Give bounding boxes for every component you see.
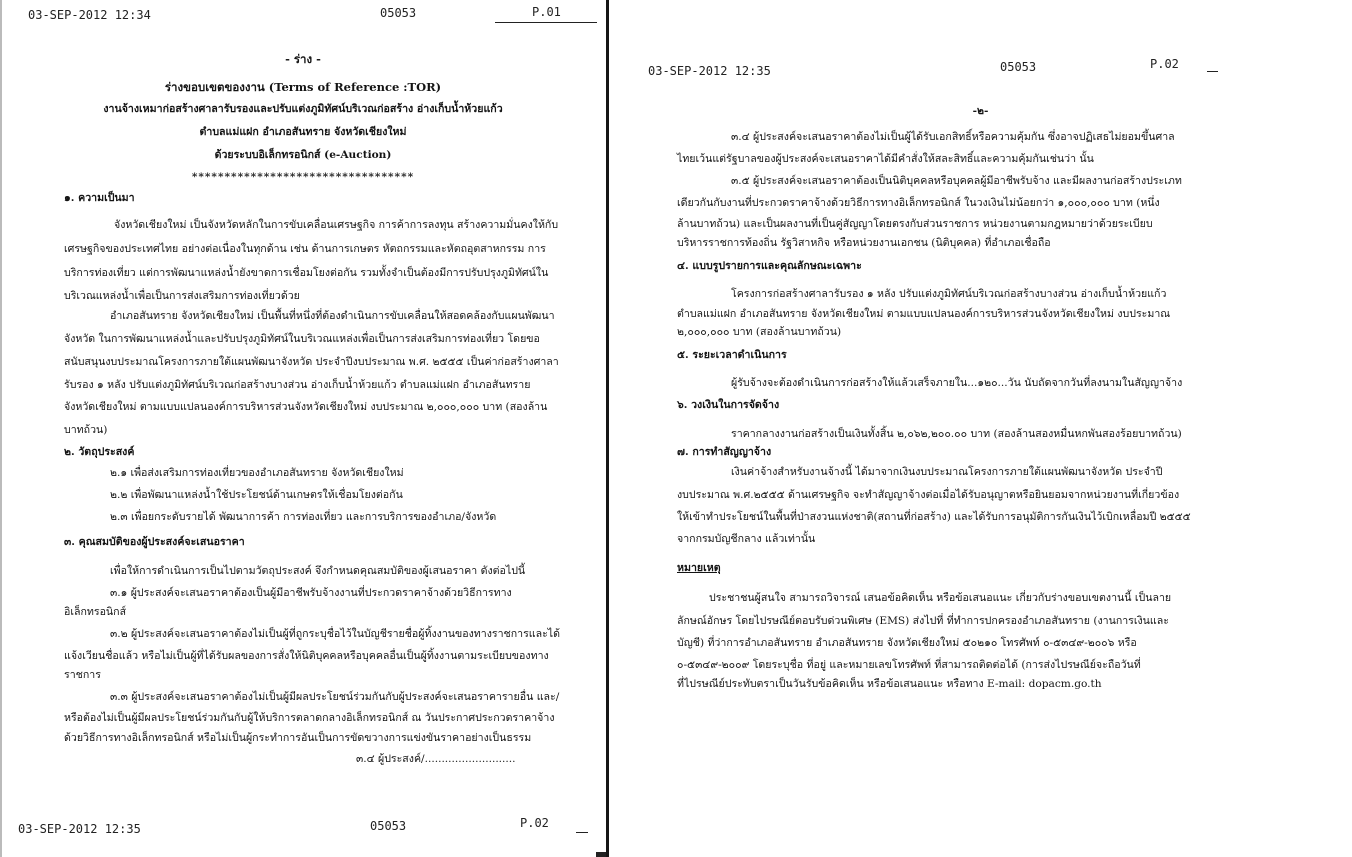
section-1-para2-line: รับรอง ๑ หลัง ปรับแต่งภูมิทัศน์บริเวณก่อสร้างบางส่วน อ่างเก็บน้ำห้วยแก้ว ตำบลแม่แฝก อำเภอสันทราย	[64, 379, 531, 391]
section-3-2-line: ราชการ	[64, 669, 101, 681]
section-3-3-line: หรือต้องไม่เป็นผู้มีผลประโยชน์ร่วมกันกับผู้ให้บริการตลาดกลางอิเล็กทรอนิกส์ ณ วันประกาศประกวดราคาจ้าง	[64, 712, 555, 724]
section-3-intro: เพื่อให้การดำเนินการเป็นไปตามวัตถุประสงค์ จึงกำหนดคุณสมบัติของผู้เสนอราคา ดังต่อไปนี้	[110, 565, 526, 577]
section-1-para2-line: อำเภอสันทราย จังหวัดเชียงใหม่ เป็นพื้นที่หนึ่งที่ต้องดำเนินการขับเคลื่อนให้สอดคล้องกับแผนพัฒนา	[110, 310, 555, 322]
section-3-1-line: ๓.๑ ผู้ประสงค์จะเสนอราคาต้องเป็นผู้มีอาชีพรับจ้างงานที่ประกวดราคาจ้างด้วยวิธีการทาง	[110, 587, 512, 599]
fax-timestamp-top-right: 03-SEP-2012 12:35	[648, 64, 771, 78]
section-7-line: เงินค่าจ้างสำหรับงานจ้างนี้ ได้มาจากเงินงบประมาณโครงการภายใต้แผนพัฒนาจังหวัด ประจำปี	[731, 466, 1163, 478]
note-line: ที่ไปรษณีย์ประทับตราเป็นวันรับข้อคิดเห็น หรือข้อเสนอแนะ หรือทาง E-mail: dopacm.go.th	[677, 678, 1102, 690]
section-4-line: โครงการก่อสร้างศาลารับรอง ๑ หลัง ปรับแต่งภูมิทัศน์บริเวณก่อสร้างบางส่วน อ่างเก็บน้ำห้วยแก้ว	[731, 288, 1167, 300]
section-1-para1-line: เศรษฐกิจของประเทศไทย อย่างต่อเนื่องในทุกด้าน เช่น ด้านการเกษตร หัตถกรรมและหัตถอุตสาหกรรม การ	[64, 243, 546, 255]
continuation-marker: ๓.๔ ผู้ประสงค์/...........................	[356, 753, 516, 765]
document-subtitle-2: ตำบลแม่แฝก อำเภอสันทราย จังหวัดเชียงใหม่	[199, 126, 407, 138]
document-title: ร่างขอบเขตของงาน (Terms of Reference :TOR)	[164, 80, 442, 94]
section-3-heading: ๓. คุณสมบัติของผู้ประสงค์จะเสนอราคา	[64, 536, 245, 548]
section-4-line: ๒,๐๐๐,๐๐๐ บาท (สองล้านบาทถ้วน)	[677, 326, 842, 338]
section-1-heading: ๑. ความเป็นมา	[64, 192, 135, 204]
fax-number-top-left: 05053	[380, 6, 417, 20]
star-separator: **********************************	[191, 171, 415, 183]
section-1-para2-line: บาทถ้วน)	[64, 424, 108, 436]
note-heading: หมายเหตุ	[677, 562, 721, 574]
section-3-1-line: อิเล็กทรอนิกส์	[64, 606, 127, 618]
section-3-3-line: ด้วยวิธีการทางอิเล็กทรอนิกส์ หรือไม่เป็นผู้กระทำการอันเป็นการขัดขวางการแข่งขันราคาอย่างเป็นธรรม	[64, 732, 532, 744]
section-1-para2-line: จังหวัดเชียงใหม่ ตามแบบแปลนองค์การบริหารส่วนจังหวัดเชียงใหม่ งบประมาณ ๒,๐๐๐,๐๐๐ บาท (สองล้าน	[64, 401, 548, 413]
section-5-body: ผู้รับจ้างจะต้องดำเนินการก่อสร้างให้แล้วเสร็จภายใน...๑๒๐...วัน นับถัดจากวันที่ลงนามในสัญญาจ้าง	[731, 377, 1183, 389]
fax-timestamp-bottom-left: 03-SEP-2012 12:35	[18, 822, 141, 836]
section-5-heading: ๕. ระยะเวลาดำเนินการ	[677, 349, 787, 361]
fax-number-bottom-left: 05053	[370, 819, 407, 833]
section-3-5-line: ๓.๕ ผู้ประสงค์จะเสนอราคาต้องเป็นนิติบุคคลหรือบุคคลผู้มีอาชีพรับจ้าง และมีผลงานก่อสร้างประเภท	[731, 175, 1182, 187]
section-2-item: ๒.๓ เพื่อยกระดับรายได้ พัฒนาการค้า การท่องเที่ยว และการบริการของอำเภอ/จังหวัด	[110, 511, 497, 523]
fax-page-top-right: P.02	[1150, 57, 1179, 71]
section-1-para1-line: จังหวัดเชียงใหม่ เป็นจังหวัดหลักในการขับเคลื่อนเศรษฐกิจ การค้าการลงทุน สร้างความมั่นคงให้กับ	[114, 219, 559, 231]
section-3-4-line: ไทยเว้นแต่รัฐบาลของผู้ประสงค์จะเสนอราคาได้มีคำสั่งให้สละสิทธิ์และความคุ้มกันเช่นว่า นั้น	[677, 153, 1094, 165]
draft-label: - ร่าง -	[285, 52, 321, 66]
section-6-body: ราคากลางงานก่อสร้างเป็นเงินทั้งสิ้น ๒,๐๖๒,๒๐๐.๐๐ บาท (สองล้านสองหมื่นหกพันสองร้อยบาทถ้วน)	[731, 428, 1182, 440]
page-number: -๒-	[972, 105, 989, 117]
section-1-para1-line: บริเวณแหล่งน้ำเพื่อเป็นการส่งเสริมการท่องเที่ยวด้วย	[64, 290, 300, 302]
fax-page-bottom-left: P.02	[520, 816, 549, 830]
section-7-line: งบประมาณ พ.ศ.๒๕๕๕ ด้านเศรษฐกิจ จะทำสัญญาจ้างต่อเมื่อได้รับอนุญาตหรือยินยอมจากหน่วยงานที่เกี่ยวข้อง	[677, 489, 1180, 501]
section-7-line: จากกรมบัญชีกลาง แล้วเท่านั้น	[677, 533, 816, 545]
section-2-heading: ๒. วัตถุประสงค์	[64, 446, 135, 458]
section-3-5-line: บริหารราชการท้องถิ่น รัฐวิสาหกิจ หรือหน่วยงานเอกชน (นิติบุคคล) ที่อำเภอเชื่อถือ	[677, 237, 1051, 249]
section-3-2-line: ๓.๒ ผู้ประสงค์จะเสนอราคาต้องไม่เป็นผู้ที่ถูกระบุชื่อไว้ในบัญชีรายชื่อผู้ทิ้งงานของทางราชการและได้	[110, 628, 560, 640]
section-1-para2-line: สนับสนุนงบประมาณโครงการภายใต้แผนพัฒนาจังหวัด ประจำปีงบประมาณ พ.ศ. ๒๕๕๕ เป็นค่าก่อสร้างศาลา	[64, 356, 559, 368]
document-subtitle-1: งานจ้างเหมาก่อสร้างศาลารับรองและปรับแต่งภูมิทัศน์บริเวณก่อสร้าง อ่างเก็บน้ำห้วยแก้ว	[103, 103, 503, 115]
section-4-heading: ๔. แบบรูปรายการและคุณลักษณะเฉพาะ	[677, 260, 862, 272]
section-6-heading: ๖. วงเงินในการจัดจ้าง	[677, 399, 780, 411]
document-page-1	[0, 0, 606, 857]
section-3-5-line: ล้านบาทถ้วน) และเป็นผลงานที่เป็นคู่สัญญาโดยตรงกับส่วนราชการ หน่วยงานตามกฎหมายว่าด้วยระเบียบ	[677, 218, 1153, 230]
section-3-4-line: ๓.๔ ผู้ประสงค์จะเสนอราคาต้องไม่เป็นผู้ได้รับเอกสิทธิ์หรือความคุ้มกัน ซึ่งอาจปฏิเสธไม่ยอมขึ้นศาล	[731, 131, 1175, 143]
fax-timestamp-top-left: 03-SEP-2012 12:34	[28, 8, 151, 22]
section-3-3-line: ๓.๓ ผู้ประสงค์จะเสนอราคาต้องไม่เป็นผู้มีผลประโยชน์ร่วมกันกับผู้ประสงค์จะเสนอราคารายอื่น และ/	[110, 691, 560, 703]
note-line: ประชาชนผู้สนใจ สามารถวิจารณ์ เสนอข้อคิดเห็น หรือข้อเสนอแนะ เกี่ยวกับร่างขอบเขตงานนี้ เป็นลาย	[709, 592, 1172, 604]
document-subtitle-3: ด้วยระบบอิเล็กทรอนิกส์ (e-Auction)	[214, 149, 392, 161]
section-2-item: ๒.๒ เพื่อพัฒนาแหล่งน้ำใช้ประโยชน์ด้านเกษตรให้เชื่อมโยงต่อกัน	[110, 489, 403, 501]
section-3-2-line: แจ้งเวียนชื่อแล้ว หรือไม่เป็นผู้ที่ได้รับผลของการสั่งให้นิติบุคคลหรือบุคคลอื่นเป็นผู้ทิ้งงานตามระเบียบของทาง	[64, 650, 549, 662]
note-line: บัญชี) ที่ว่าการอำเภอสันทราย อำเภอสันทราย จังหวัดเชียงใหม่ ๕๐๒๑๐ โทรศัพท์ ๐-๕๓๔๙-๒๐๐๖ หรือ	[677, 637, 1137, 649]
fax-number-top-right: 05053	[1000, 60, 1037, 74]
section-7-line: ให้เข้าทำประโยชน์ในพื้นที่ป่าสงวนแห่งชาติ(สถานที่ก่อสร้าง) และได้รับการอนุมัติการกันเงินไว้เบิกเหลื่อมปี ๒๕๕๕	[677, 511, 1191, 523]
note-line: ลักษณ์อักษร โดยไปรษณีย์ตอบรับด่วนพิเศษ (EMS) ส่งไปที่ ที่ทำการปกครองอำเภอสันทราย (งานการเงินและ	[677, 615, 1169, 627]
section-7-heading: ๗. การทำสัญญาจ้าง	[677, 446, 772, 458]
section-1-para2-line: จังหวัด ในการพัฒนาแหล่งน้ำและปรับปรุงภูมิทัศน์ในบริเวณแหล่งเพื่อเป็นการส่งเสริมการท่องเที่ยว โดยขอ	[64, 333, 540, 345]
document-page-2	[609, 0, 1352, 857]
section-2-item: ๒.๑ เพื่อส่งเสริมการท่องเที่ยวของอำเภอสันทราย จังหวัดเชียงใหม่	[110, 467, 404, 479]
section-4-line: ตำบลแม่แฝก อำเภอสันทราย จังหวัดเชียงใหม่ ตามแบบแปลนองค์การบริหารส่วนจังหวัดเชียงใหม่ งบประมาณ	[677, 308, 1171, 320]
section-3-5-line: เดียวกันกับงานที่ประกวดราคาจ้างด้วยวิธีการทางอิเล็กทรอนิกส์ ในวงเงินไม่น้อยกว่า ๑,๐๐๐,๐๐๐ บาท (หนึ่ง	[677, 197, 1160, 209]
note-line: ๐-๕๓๔๙-๒๐๐๙ โดยระบุชื่อ ที่อยู่ และหมายเลขโทรศัพท์ ที่สามารถติดต่อได้ (การส่งไปรษณีย์จะถือวันที่	[677, 659, 1141, 671]
fax-page-top-left: P.01	[532, 5, 561, 19]
section-1-para1-line: บริการท่องเที่ยว แต่การพัฒนาแหล่งน้ำยังขาดการเชื่อมโยงต่อกัน รวมทั้งจำเป็นต้องมีการปรับปรุงภูมิทัศน์ใน	[64, 267, 549, 279]
